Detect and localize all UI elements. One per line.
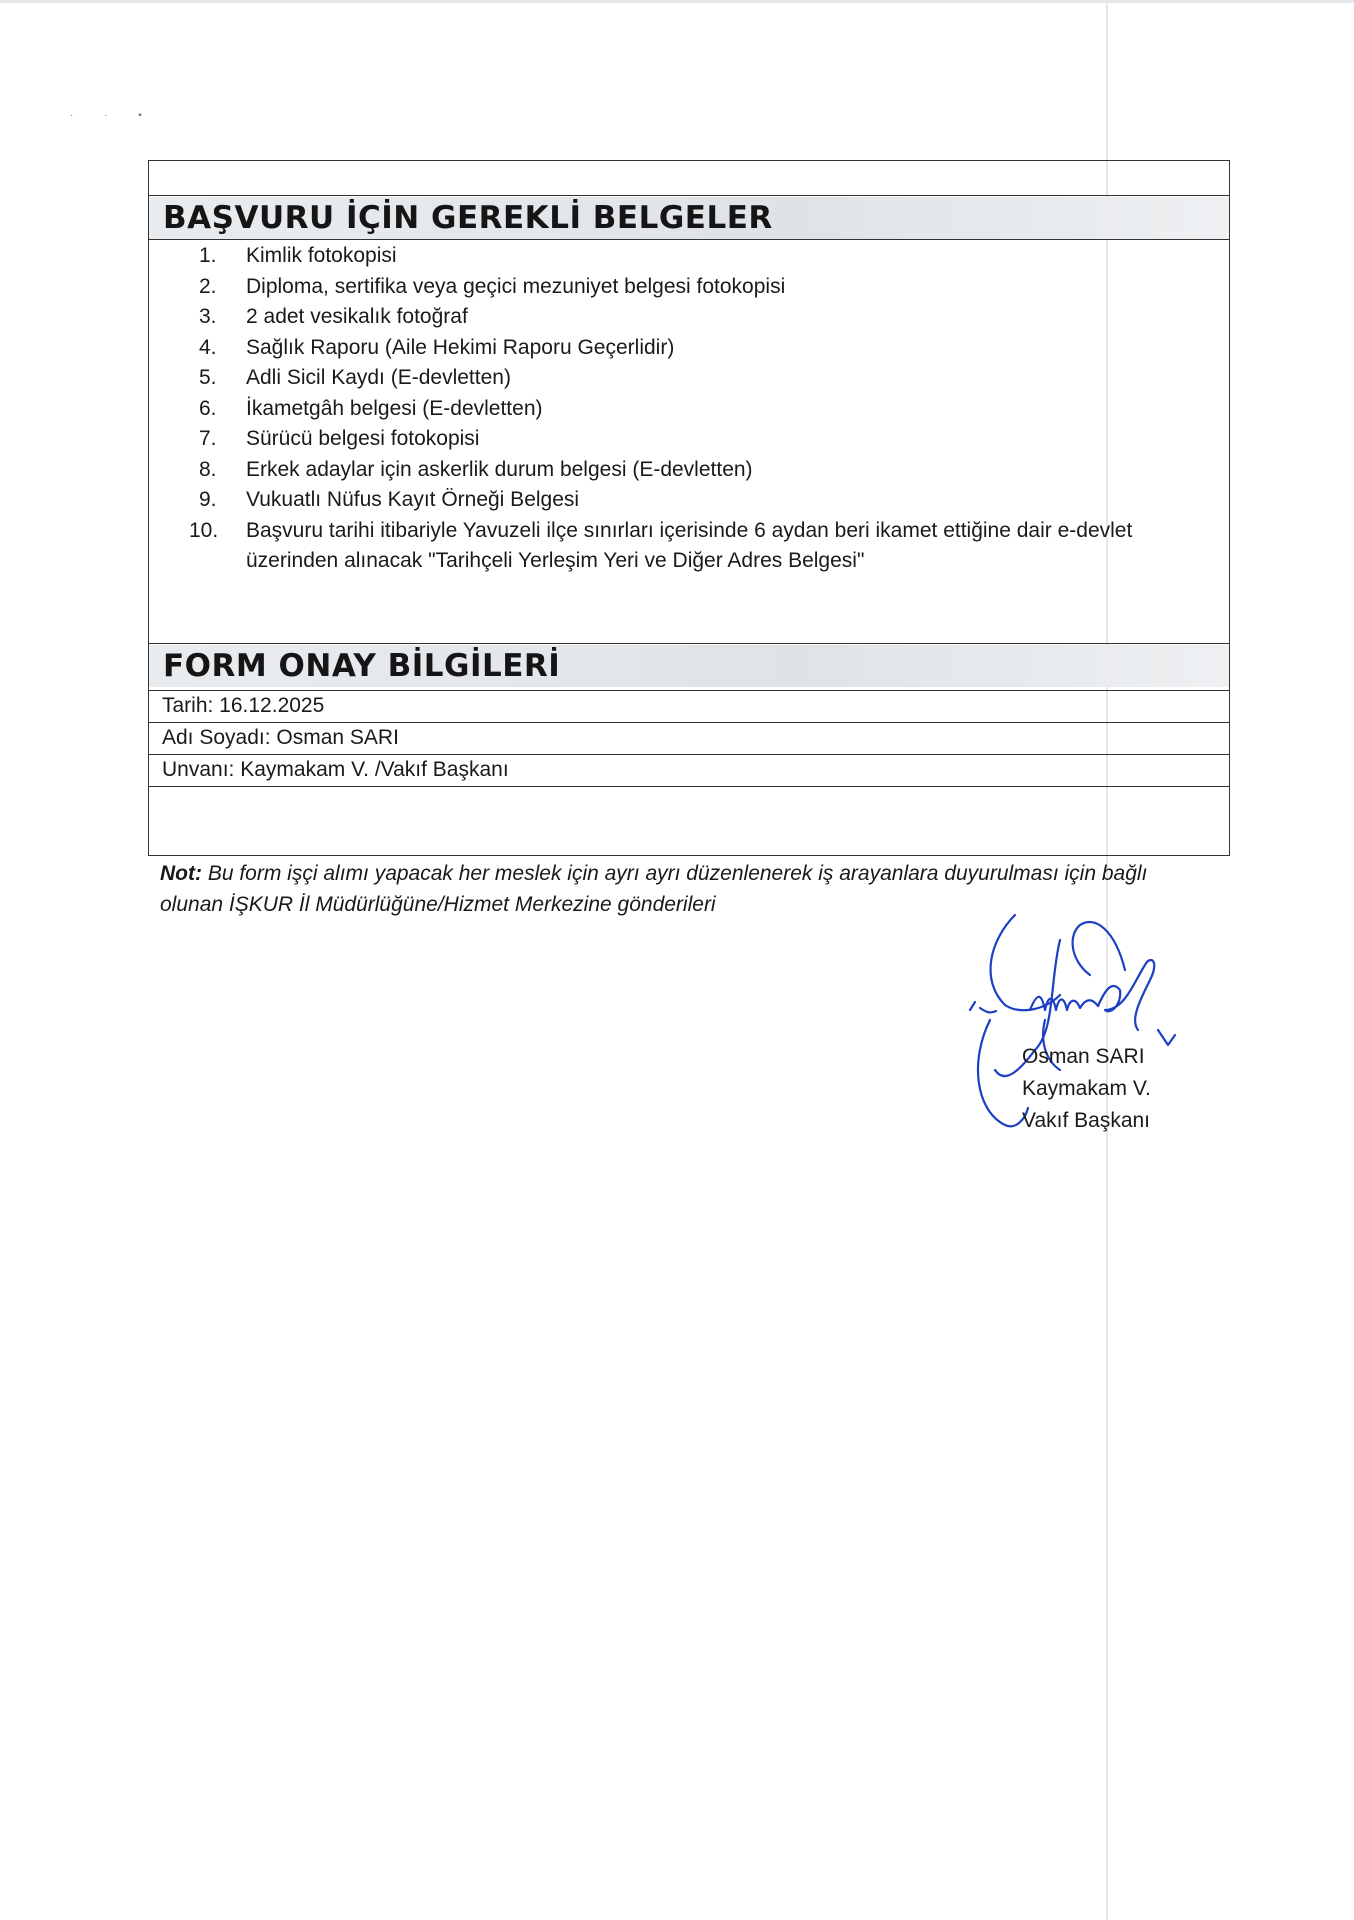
documents-list (149, 241, 1229, 577)
documents-header: BAŞVURU İÇİN GEREKLİ BELGELER (149, 197, 1229, 239)
list-item: 1. Kimlik fotokopisi (199, 244, 397, 267)
divider (149, 239, 1229, 240)
list-item: 8. Erkek adaylar için askerlik durum belgesi (E-devletten) (199, 457, 753, 481)
approval-position: Unvanı: Kaymakam V. /Vakıf Başkanı (162, 758, 509, 781)
approval-header: FORM ONAY BİLGİLERİ (149, 645, 1229, 687)
approval-name: Adı Soyadı: Osman SARI (162, 726, 399, 749)
signatory-org: Vakıf Başkanı (1022, 1109, 1151, 1132)
signatory-title: Kaymakam V. (1022, 1077, 1151, 1100)
list-item: 6. İkametgâh belgesi (E-devletten) (199, 396, 543, 420)
list-item: 2. Diploma, sertifika veya geçici mezuniyet belgesi fotokopisi (199, 274, 786, 298)
form-box (148, 160, 1230, 856)
divider (149, 786, 1229, 787)
signatory-name: Osman SARI (1022, 1045, 1145, 1068)
list-item: 4. Sağlık Raporu (Aile Hekimi Raporu Geçerlidir) (199, 335, 675, 359)
list-item: 10. Başvuru tarihi itibariyle Yavuzeli ilçe sınırları içerisinde 6 aydan beri ikamet ettiğine dair e-devlet üzerinden alınacak "Tarihçeli Yerleşim Yeri ve Diğer Adres Belgesi" (189, 518, 1133, 572)
note-text: Bu form işçi alımı yapacak her meslek için ayrı ayrı düzenlenerek iş arayanlara duyurulması için bağlı olunan İŞKUR İl Müdürlüğüne/Hizmet Merkezine gönderileri (160, 862, 1148, 916)
list-item: 9. Vukuatlı Nüfus Kayıt Örneği Belgesi (199, 488, 580, 511)
approval-date: Tarih: 16.12.2025 (162, 694, 325, 717)
divider (149, 643, 1229, 644)
scan-specks: · · ▪ (70, 110, 156, 121)
list-item: 5. Adli Sicil Kaydı (E-devletten) (199, 366, 511, 389)
divider (149, 195, 1229, 196)
signature-text (1022, 1041, 1151, 1137)
list-item: 3. 2 adet vesikalık fotoğraf (199, 305, 468, 328)
list-item: 7. Sürücü belgesi fotokopisi (199, 427, 480, 450)
scan-edge (0, 0, 1354, 3)
note-label: Not: (160, 862, 202, 885)
